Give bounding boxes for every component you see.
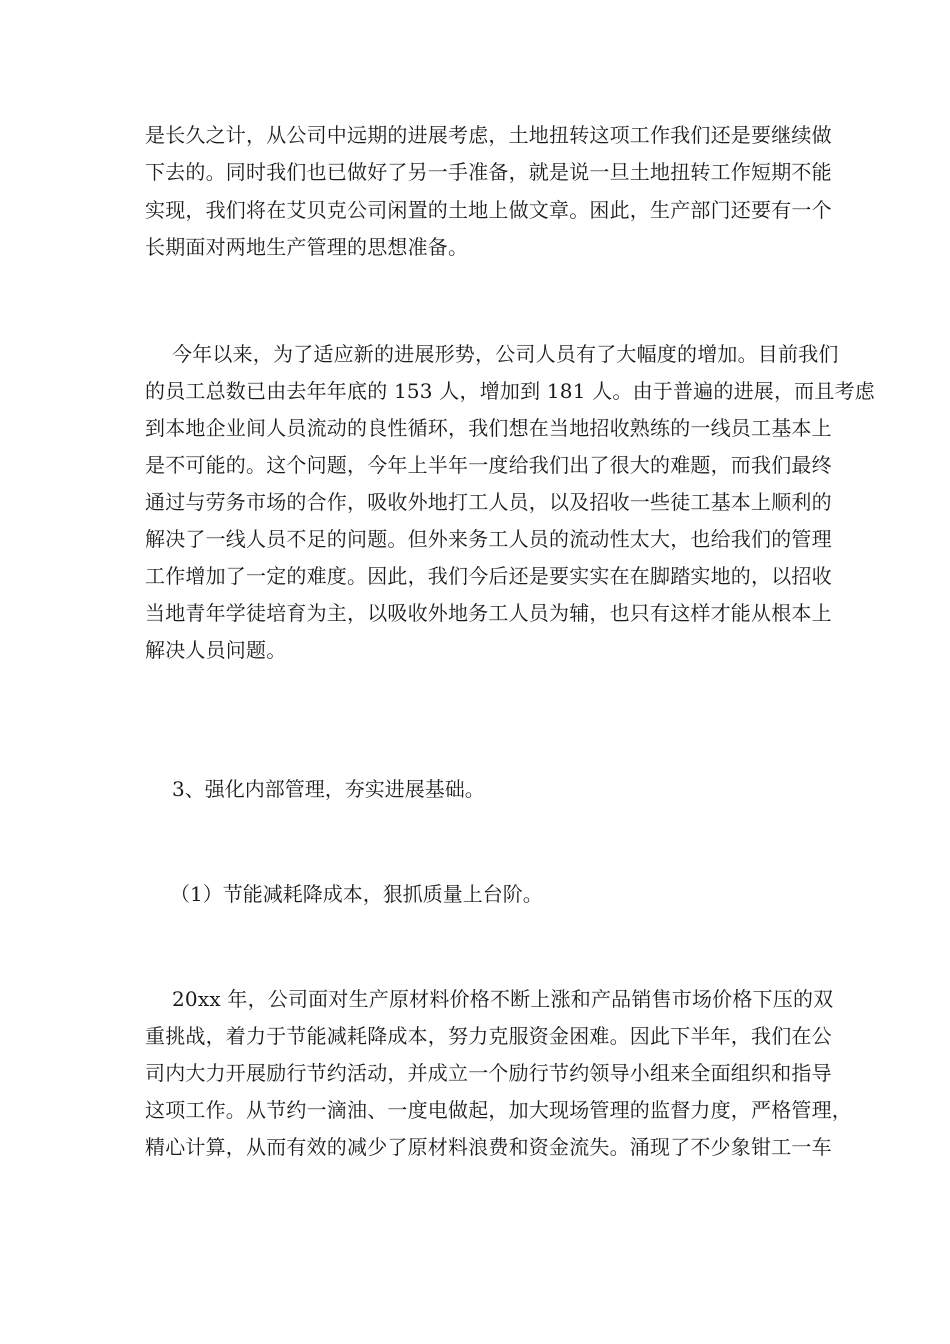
subsection-heading: （1）节能减耗降成本，狠抓质量上台阶。 bbox=[170, 882, 543, 906]
paragraph-line: 的员工总数已由去年年底的 153 人，增加到 181 人。由于普遍的进展，而且考虑 bbox=[145, 379, 875, 403]
paragraph-line: 是长久之计，从公司中远期的进展考虑，土地扭转这项工作我们还是要继续做 bbox=[145, 123, 832, 147]
paragraph-line: 通过与劳务市场的合作，吸收外地打工人员，以及招收一些徒工基本上顺利的 bbox=[145, 490, 832, 514]
paragraph-line: 当地青年学徒培育为主，以吸收外地务工人员为辅，也只有这样才能从根本上 bbox=[145, 601, 832, 625]
paragraph-line: 今年以来，为了适应新的进展形势，公司人员有了大幅度的增加。目前我们 bbox=[172, 342, 839, 366]
paragraph-line: 司内大力开展励行节约活动，并成立一个励行节约领导小组来全面组织和指导 bbox=[145, 1061, 832, 1085]
paragraph-line: 精心计算，从而有效的减少了原材料浪费和资金流失。涌现了不少象钳工一车 bbox=[145, 1135, 832, 1159]
paragraph-line: 工作增加了一定的难度。因此，我们今后还是要实实在在脚踏实地的，以招收 bbox=[145, 564, 832, 588]
paragraph-line: 实现，我们将在艾贝克公司闲置的土地上做文章。困此，生产部门还要有一个 bbox=[145, 198, 832, 222]
paragraph-line: 下去的。同时我们也已做好了另一手准备，就是说一旦土地扭转工作短期不能 bbox=[145, 160, 832, 184]
paragraph-line: 这项工作。从节约一滴油、一度电做起，加大现场管理的监督力度，严格管理， bbox=[145, 1098, 852, 1122]
paragraph-line: 解决人员问题。 bbox=[145, 638, 287, 662]
section-heading: 3、强化内部管理，夯实进展基础。 bbox=[172, 777, 485, 801]
paragraph-line: 到本地企业间人员流动的良性循环，我们想在当地招收熟练的一线员工基本上 bbox=[145, 416, 832, 440]
paragraph-line: 重挑战，着力于节能减耗降成本，努力克服资金困难。因此下半年，我们在公 bbox=[145, 1024, 832, 1048]
paragraph-line: 是不可能的。这个问题，今年上半年一度给我们出了很大的难题，而我们最终 bbox=[145, 453, 832, 477]
paragraph-line: 20xx 年，公司面对生产原材料价格不断上涨和产品销售市场价格下压的双 bbox=[172, 987, 834, 1011]
paragraph-line: 解决了一线人员不足的问题。但外来务工人员的流动性太大，也给我们的管理 bbox=[145, 527, 832, 551]
paragraph-line: 长期面对两地生产管理的思想准备。 bbox=[145, 235, 469, 259]
